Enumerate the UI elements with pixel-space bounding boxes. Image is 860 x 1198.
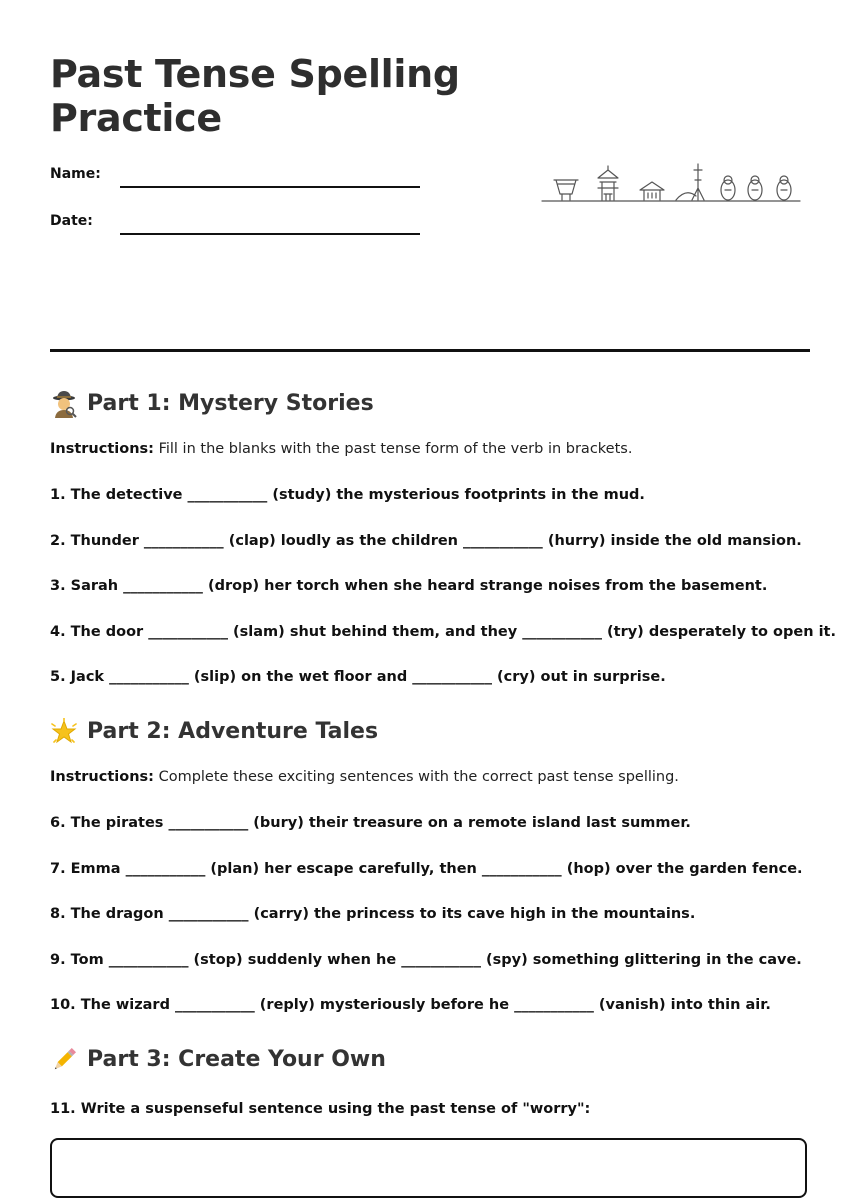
part2-heading-text: Part 2: Adventure Tales xyxy=(87,719,379,744)
title-line-2: Practice xyxy=(50,96,222,140)
question-item: 3. Sarah ___________ (drop) her torch when she heard strange noises from the basement. xyxy=(50,578,768,594)
detective-icon xyxy=(50,390,78,418)
question-item: 2. Thunder ___________ (clap) loudly as the children ___________ (hurry) inside the old mansion. xyxy=(50,533,802,549)
name-field[interactable] xyxy=(120,186,420,188)
part2-heading xyxy=(50,717,378,747)
section-divider xyxy=(50,349,810,352)
question-item: 4. The door ___________ (slam) shut behind them, and they ___________ (try) desperately to open it. xyxy=(50,624,836,640)
part3-heading-text: Part 3: Create Your Own xyxy=(87,1047,386,1072)
part2-instructions-text: Complete these exciting sentences with the correct past tense spelling. xyxy=(153,769,679,785)
date-field[interactable] xyxy=(120,233,420,235)
answer-box[interactable] xyxy=(50,1138,807,1198)
question-item: 5. Jack ___________ (slip) on the wet floor and ___________ (cry) out in surprise. xyxy=(50,669,666,685)
part2-instructions xyxy=(50,769,679,785)
question-item: 8. The dragon ___________ (carry) the princess to its cave high in the mountains. xyxy=(50,906,696,922)
question-item: 7. Emma ___________ (plan) her escape carefully, then ___________ (hop) over the garden fence. xyxy=(50,861,803,877)
part1-instructions xyxy=(50,441,632,457)
question-item: 9. Tom ___________ (stop) suddenly when he ___________ (spy) something glittering in the cave. xyxy=(50,952,802,968)
date-label: Date: xyxy=(50,213,93,229)
pencil-icon xyxy=(50,1046,78,1074)
name-label: Name: xyxy=(50,166,101,182)
landmarks-line-art xyxy=(540,160,802,208)
glowing-star-icon xyxy=(50,718,78,746)
part1-instructions-text: Fill in the blanks with the past tense form of the verb in brackets. xyxy=(153,441,633,457)
part1-heading-text: Part 1: Mystery Stories xyxy=(87,391,374,416)
question-item: 1. The detective ___________ (study) the mysterious footprints in the mud. xyxy=(50,487,645,503)
question-item: 6. The pirates ___________ (bury) their treasure on a remote island last summer. xyxy=(50,815,691,831)
part3-heading xyxy=(50,1045,386,1075)
title-line-1: Past Tense Spelling xyxy=(50,52,460,96)
part1-instructions-label: Instructions: xyxy=(50,441,154,457)
question-item: 10. The wizard ___________ (reply) mysteriously before he ___________ (vanish) into thin air. xyxy=(50,997,771,1013)
worksheet-title xyxy=(50,52,460,140)
part1-heading xyxy=(50,389,374,419)
part2-instructions-label: Instructions: xyxy=(50,769,154,785)
question-item: 11. Write a suspenseful sentence using the past tense of "worry": xyxy=(50,1101,591,1117)
